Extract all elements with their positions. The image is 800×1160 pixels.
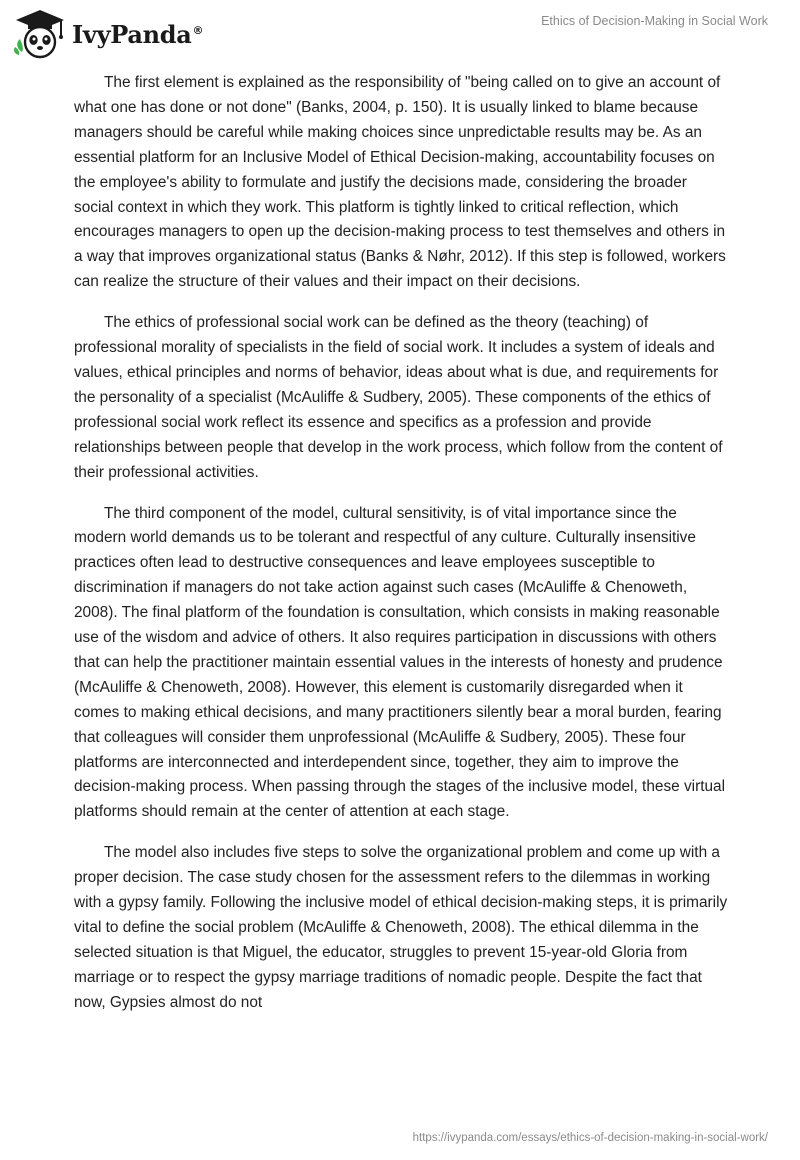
page-header xyxy=(0,0,800,70)
document-title: Ethics of Decision-Making in Social Work xyxy=(541,14,768,28)
graduation-cap-panda-icon xyxy=(14,8,66,60)
brand-logo[interactable] xyxy=(14,8,203,60)
paragraph-accountability: The first element is explained as the responsibility of "being called on to give an account of what one has done or not done" (Banks, 2004, p. 150). It is usually linked to blame because managers should be careful while making choices since unpredictable results may be. As an essential platform for an Inclusive Model of Ethical Decision-making, accountability focuses on the employee's ability to formulate and justify the decisions made, considering the broader social context in which they work. This platform is tightly linked to critical reflection, which encourages managers to open up the decision-making process to test themselves and others in a way that improves organizational status (Banks & Nøhr, 2012). If this step is followed, workers can realize the structure of their values and their impact on their decisions. xyxy=(74,74,726,291)
paragraph-cultural-sensitivity: The third component of the model, cultural sensitivity, is of vital importance since the modern world demands us to be tolerant and respectful of any culture. Culturally insensitive practices often lead to destructive consequences and leave employees susceptible to discrimination if managers do not take action against such cases (McAuliffe & Chenoweth, 2008). The final platform of the foundation is consultation, which consists in making reasonable use of the wisdom and advice of others. It also requires participation in discussions with others that can help the practitioner maintain essential values in the interests of honesty and prudence (McAuliffe & Chenoweth, 2008). However, this element is customarily disregarded when it comes to making ethical decisions, and many practitioners silently bear a moral burden, fearing that colleagues will consider them unprofessional (McAuliffe & Sudbery, 2005). These four platforms are interconnected and interdependent since, together, they aim to improve the decision-making process. When passing through the stages of the inclusive model, these virtual platforms should remain at the center of attention at each stage. xyxy=(74,504,726,821)
paragraph-five-steps: The model also includes five steps to solve the organizational problem and come up with a proper decision. The case study chosen for the assessment refers to the dilemmas in working with a gypsy family. Following the inclusive model of ethical decision-making steps, it is primarily vital to define the social problem (McAuliffe & Chenoweth, 2008). The ethical dilemma in the selected situation is that Miguel, the educator, struggles to prevent 15-year-old Gloria from marriage or to respect the gypsy marriage traditions of nomadic people. Despite the fact that now, Gypsies almost do not xyxy=(74,844,728,1011)
brand-name: IvyPanda® xyxy=(72,19,204,49)
source-url[interactable]: https://ivypanda.com/essays/ethics-of-decision-making-in-social-work/ xyxy=(412,1132,768,1144)
essay-body xyxy=(74,71,728,1032)
registered-mark: ® xyxy=(192,23,204,37)
paragraph-professional-ethics: The ethics of professional social work can be defined as the theory (teaching) of professional morality of specialists in the field of social work. It includes a system of ideals and values, ethical principles and norms of behavior, ideas about what is due, and requirements for the personality of a specialist (McAuliffe & Sudbery, 2005). These components of the ethics of professional social work reflect its essence and specifics as a profession and provide relationships between people that develop in the work process, which follow from the content of their professional activities. xyxy=(74,314,723,481)
